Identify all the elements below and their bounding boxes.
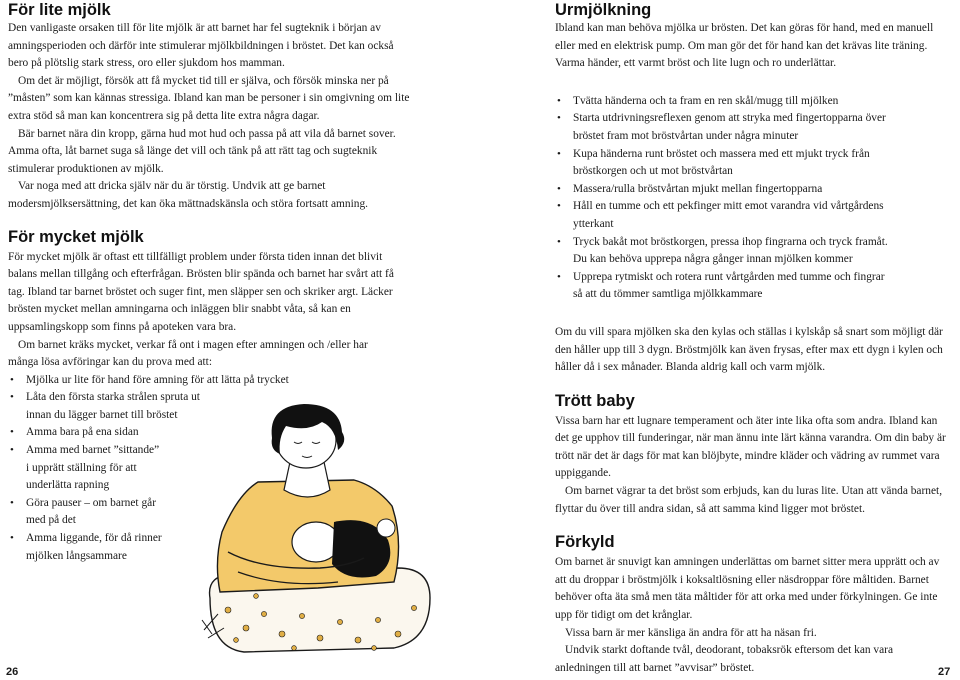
list-item: • Massera/rulla bröstvårtan mjukt mellan fingertopparna bbox=[555, 181, 950, 199]
list-item: med på det bbox=[26, 514, 76, 527]
list-item: Du kan behöva upprepa några gånger innan mjölken kommer bbox=[573, 253, 853, 266]
paragraph: Om det är möjligt, försök att få mycket tid till er själva, och försök minska ner på ”måsten” som kan kännas stressiga. Ibland kan man be personer i sin omgivning om lite extra stöd så man kan koncentrera sig på detta lite extra några dagar. bbox=[8, 74, 410, 122]
paragraph: Om barnet är snuvigt kan amningen underlättas om barnet sitter mera upprätt och av att du droppar i bröstmjölk i koksaltlösning eller näsdroppar före måltiden. Barnet behöver ofta äta små men täta måltider för att orka med under förkylningen. Ge inte upp för tidigt om det krånglar. bbox=[555, 556, 940, 622]
page-number: 26 bbox=[6, 666, 19, 678]
list-item: • Låta den första starka strålen spruta ut bbox=[8, 389, 413, 407]
paragraph: Undvik starkt doftande tvål, deodorant, tobaksrök eftersom det kan vara anledningen till att barnet ”avvisar” bröstet. bbox=[555, 644, 894, 674]
list-item: • Amma med barnet ”sittande” bbox=[8, 442, 413, 460]
list-item: bröstet fram mot bröstvårtan under några minuter bbox=[573, 129, 799, 142]
list-item: innan du lägger barnet till bröstet bbox=[26, 408, 178, 421]
list-item: • Håll en tumme och ett pekfinger mitt emot varandra vid vårtgårdens bbox=[555, 198, 950, 216]
list-item: • Starta utdrivningsreflexen genom att stryka med fingertopparna över bbox=[555, 110, 950, 128]
heading-for-mycket-mjolk: För mycket mjölk bbox=[8, 227, 144, 246]
list-item: underlätta rapning bbox=[26, 479, 110, 492]
list-item: i upprätt ställning för att bbox=[26, 461, 137, 474]
paragraph: Den vanligaste orsaken till för lite mjölk är att barnet har fel sugteknik i början av amningsperioden och därför inte stimulerar mjölkbildningen i bröstet. Det kan också bero på plötslig stark stress, oro eller sjukdom hos mamman. bbox=[8, 22, 394, 70]
list-item: • Upprepa rytmiskt och rotera runt vårtgården med tumme och fingrar bbox=[555, 269, 950, 287]
bullet-list bbox=[555, 93, 950, 304]
heading-urmjolkning: Urmjölkning bbox=[555, 1, 652, 19]
heading-for-lite-mjolk: För lite mjölk bbox=[8, 1, 111, 19]
paragraph: Om barnet vägrar ta det bröst som erbjuds, kan du luras lite. Utan att vända barnet, flyttar du över till andra sidan, så att samma kind ligger mot bröstet. bbox=[555, 485, 943, 515]
list-item: • Tryck bakåt mot bröstkorgen, pressa ihop fingrarna och tryck framåt. bbox=[555, 234, 950, 252]
list-item: • Amma bara på ena sidan bbox=[8, 424, 413, 442]
paragraph: Bär barnet nära din kropp, gärna hud mot hud och passa på att vila då barnet sover. Amma ofta, låt barnet suga så länge det vill och tänk på att rätt tag och sugteknik stimulerar produktionen av mjölk. bbox=[8, 127, 396, 175]
paragraph: Vissa barn har ett lugnare temperament och äter inte lika ofta som andra. Ibland kan det ge upphov till funderingar, när man ännu inte lärt känna varandra. Om din baby är trött när det är dags för mat kan blöjbyte, mindre kläder och vädring av rummet vara uppiggande. bbox=[555, 414, 946, 480]
list-item: • Kupa händerna runt bröstet och massera med ett mjukt tryck från bbox=[555, 146, 950, 164]
list-item: • Mjölka ur lite för hand före amning för att lätta på trycket bbox=[8, 372, 413, 390]
paragraph: Var noga med att dricka själv när du är törstig. Undvik att ge barnet modersmjölksersättning, det kan öka mättnadskänsla och störa fortsatt amning. bbox=[8, 180, 368, 210]
list-item: • Tvätta händerna och ta fram en ren skål/mugg till mjölken bbox=[555, 93, 950, 111]
list-item: • Göra pauser – om barnet går bbox=[8, 495, 413, 513]
paragraph: Vissa barn är mer känsliga än andra för att ha näsan fri. bbox=[565, 626, 817, 639]
right-page bbox=[555, 0, 950, 677]
page-number: 27 bbox=[938, 666, 951, 678]
heading-trott-baby: Trött baby bbox=[555, 391, 635, 410]
paragraph: För mycket mjölk är oftast ett tillfälligt problem under första tiden innan det blivit balans mellan tillgång och efterfrågan. Brösten blir spända och barnet har svårt att få tag. Ibland tar barnet bröstet och suger fint, men släpper sen och skriker argt. Läcker brösten mycket mellan amningarna och inläggen blir snabbt våta, så kan en uppsamlingskopp som finns på apoteken vara bra. bbox=[8, 250, 394, 333]
list-item: ytterkant bbox=[573, 217, 614, 230]
list-item: mjölken långsammare bbox=[26, 549, 127, 562]
paragraph: Om barnet kräks mycket, verkar få ont i magen efter amningen och /eller har många lösa avföringar kan du prova med att: bbox=[8, 338, 368, 369]
paragraph: Om du vill spara mjölken ska den kylas och ställas i kylskåp så snart som möjligt där den håller upp till 3 dygn. Bröstmjölk kan även frysas, efter max ett dygn i kylen och håller då i sex månader. Blanda aldrig kall och varm mjölk. bbox=[555, 325, 943, 374]
heading-forkyld: Förkyld bbox=[555, 533, 615, 552]
list-item: så att du tömmer samtliga mjölkkammare bbox=[573, 288, 763, 301]
breastfeeding-illustration bbox=[198, 402, 438, 664]
paragraph: Ibland kan man behöva mjölka ur brösten. Det kan göras för hand, med en manuell eller med en elektrisk pump. Om man gör det för hand kan det krävas lite träning. Varma händer, ett varmt bröst och lite lugn och ro underlättar. bbox=[555, 22, 934, 70]
list-item: • Amma liggande, för då rinner bbox=[8, 530, 413, 548]
list-item: bröstkorgen och ut mot bröstvårtan bbox=[573, 165, 733, 178]
